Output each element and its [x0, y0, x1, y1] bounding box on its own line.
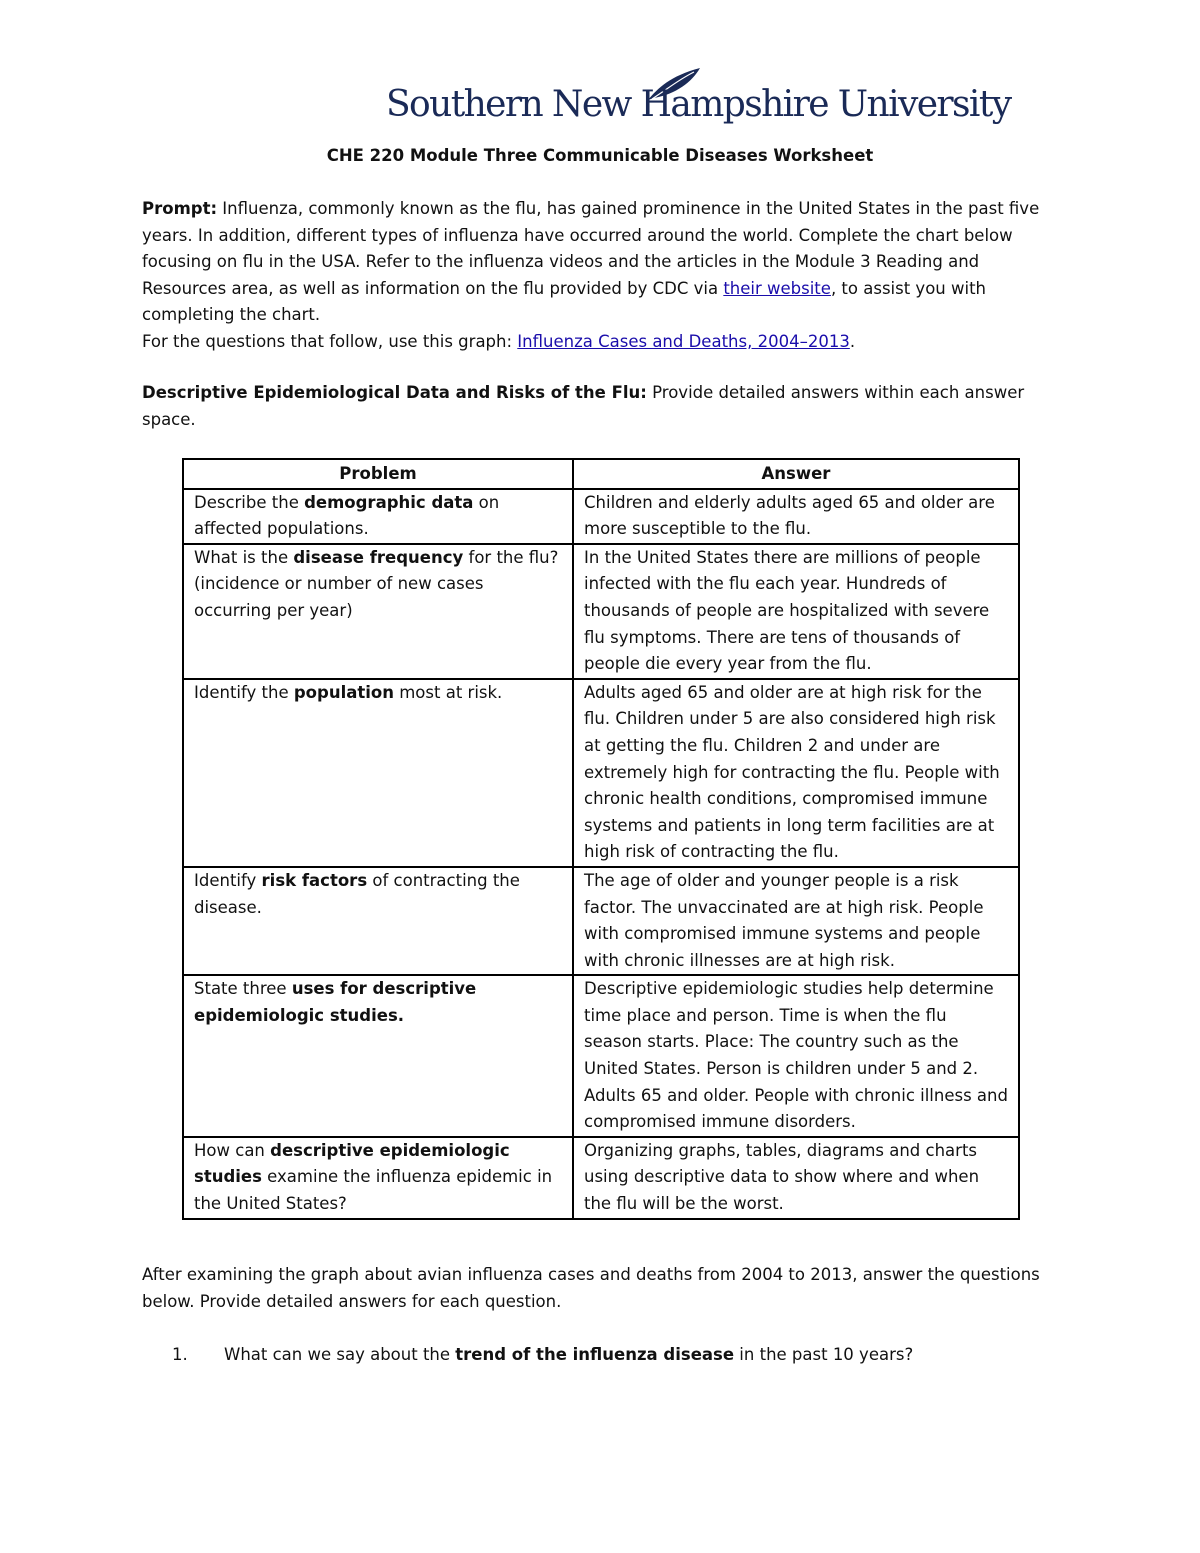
university-logo	[386, 66, 1011, 136]
table-row	[183, 679, 1019, 867]
question-keyword: trend of the influenza disease	[455, 1345, 735, 1364]
problem-text: examine the influenza epidemic in the United States?	[194, 1167, 553, 1214]
table-header-row	[183, 459, 1019, 489]
table-row	[183, 544, 1019, 679]
problem-cell	[183, 867, 573, 975]
problem-keyword: disease frequency	[293, 547, 464, 567]
prompt-paragraph	[142, 196, 1062, 329]
epidemiology-table	[182, 458, 1020, 1220]
table-row	[183, 975, 1019, 1137]
problem-cell	[183, 975, 573, 1137]
problem-cell	[183, 1137, 573, 1219]
problem-text: for the flu? (incidence or number of new cases occurring per year)	[194, 547, 559, 620]
answer-cell: The age of older and younger people is a risk factor. The unvaccinated are at high risk. People with compromised immune systems and people with chronic illnesses are at high risk.	[573, 867, 1019, 975]
problem-header: Problem	[183, 459, 573, 489]
problem-keyword: demographic data	[304, 492, 474, 512]
cdc-website-link[interactable]: their website	[723, 278, 831, 298]
graph-instruction	[142, 329, 1062, 356]
graph-questions-intro: After examining the graph about avian influenza cases and deaths from 2004 to 2013, answer the questions below. Provide detailed answers for each question.	[142, 1265, 1040, 1311]
table-row	[183, 867, 1019, 975]
problem-keyword: risk factors	[261, 870, 368, 890]
prompt-text: Influenza, commonly known as the flu, has gained prominence in the United States in the past five years. In addition, different types of influenza have occurred around the world. Complete the chart below focusing on flu in the USA. Refer to the influenza videos and the articles in the Module 3 Reading and Resources area, as well as information on the flu provided by CDC via	[142, 199, 1040, 298]
problem-text: most at risk.	[393, 682, 503, 702]
document-title: CHE 220 Module Three Communicable Diseases Worksheet	[326, 146, 874, 165]
graph-instruction-text: For the questions that follow, use this graph:	[142, 332, 518, 351]
logo-wordmark: Southern New Hampshire University	[386, 84, 1011, 125]
answer-cell: Children and elderly adults aged 65 and older are more susceptible to the flu.	[573, 489, 1019, 544]
problem-text: What is the	[194, 547, 294, 567]
answer-cell: Adults aged 65 and older are at high risk for the flu. Children under 5 are also considered high risk at getting the flu. Children 2 and under are extremely high for contracting the flu. People with chronic health conditions, compromised immune systems and patients in long term facilities are at high risk of contracting the flu.	[573, 679, 1019, 867]
prompt-text-end: , to assist you with completing the chart.	[142, 278, 987, 325]
prompt-label: Prompt:	[142, 199, 218, 218]
question-text-start: What can we say about the	[224, 1345, 456, 1364]
answer-cell: Organizing graphs, tables, diagrams and charts using descriptive data to show where and when the flu will be the worst.	[573, 1137, 1019, 1219]
problem-keyword: descriptive epidemiologic studies	[194, 1140, 510, 1187]
problem-keyword: population	[293, 682, 394, 702]
graph-instruction-end: .	[849, 332, 856, 351]
problem-keyword: uses for descriptive epidemiologic studies.	[194, 979, 477, 1025]
problem-cell	[183, 489, 573, 544]
table-row	[183, 1137, 1019, 1219]
problem-text: How can	[194, 1140, 271, 1160]
section-label: Descriptive Epidemiological Data and Risks of the Flu:	[142, 383, 647, 402]
problem-cell	[183, 679, 573, 867]
problem-text: of contracting the disease.	[194, 870, 520, 917]
problem-text: Identify	[194, 870, 262, 890]
problem-text: Identify the	[194, 682, 294, 702]
problem-cell	[183, 544, 573, 679]
problem-text: on affected populations.	[194, 492, 500, 539]
influenza-graph-link[interactable]: Influenza Cases and Deaths, 2004–2013	[517, 332, 850, 351]
table-row	[183, 489, 1019, 544]
problem-text: Describe the	[194, 492, 305, 512]
question-number: 1.	[172, 1345, 188, 1364]
question-text-end: in the past 10 years?	[734, 1345, 914, 1364]
answer-cell: In the United States there are millions of people infected with the flu each year. Hundreds of thousands of people are hospitalized with severe flu symptoms. There are tens of thousands of people die every year from the flu.	[573, 544, 1019, 679]
problem-text: State three	[194, 979, 292, 999]
answer-cell: Descriptive epidemiologic studies help determine time place and person. Time is when the flu season starts. Place: The country such as the United States. Person is children under 5 and 2. Adults 65 and older. People with chronic illness and compromised immune disorders.	[573, 975, 1019, 1137]
question-text	[224, 1342, 913, 1369]
section-heading	[142, 380, 1062, 433]
section-text: Provide detailed answers within each answer space.	[142, 383, 1025, 429]
answer-header: Answer	[573, 459, 1019, 489]
